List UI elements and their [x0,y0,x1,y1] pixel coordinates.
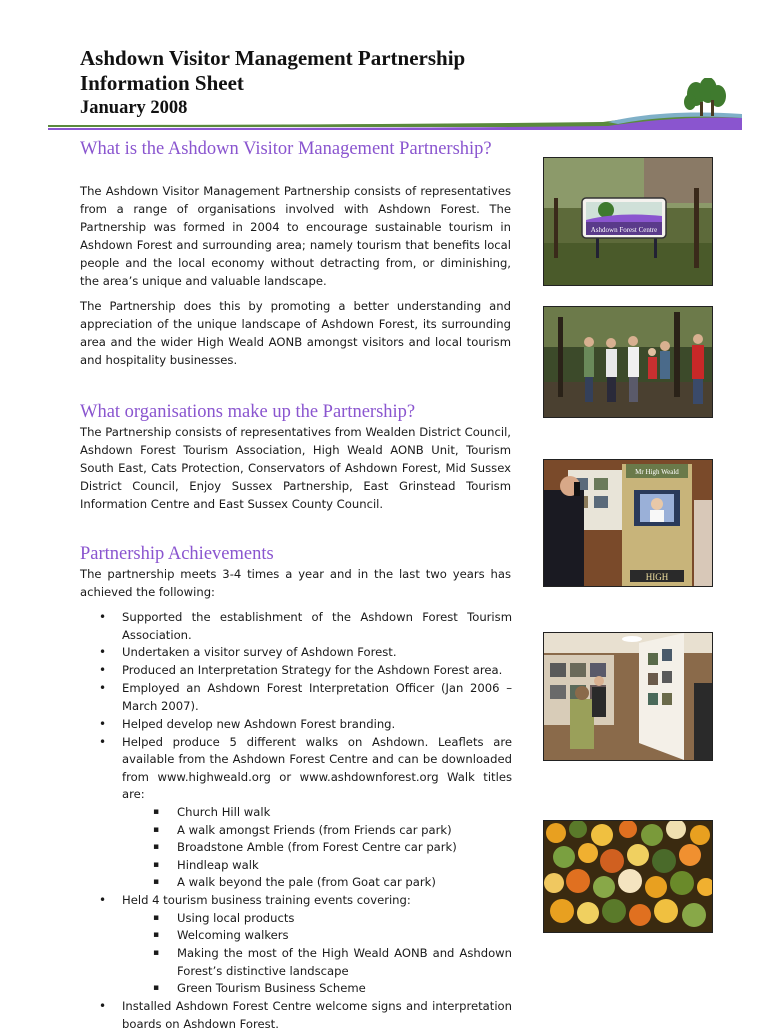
list-item: • Supported the establishment of the Ashdown Forest Tourism Association. [80,609,512,644]
tree-icon [684,78,726,116]
sub-list-item: ▪ Welcoming walkers [122,927,512,945]
list-item-training [80,892,512,998]
document-title-line2: Information Sheet [80,71,244,95]
section-achievements-intro: The partnership meets 3-4 times a year and in the last two years has achieved the following: [80,567,511,599]
header-banner-logo [48,78,742,134]
achievements-list [80,609,512,1033]
photo-gourds [543,820,713,933]
walks-sublist [122,804,512,892]
sub-list-item: ▪ Green Tourism Business Scheme [122,980,512,998]
section-what-is-paragraph-1: The Ashdown Visitor Management Partnership consists of representatives from a range of organisations involved with Ashdown Forest. The Partnership was formed in 2004 to encourage sustainable tourism in Ashdown Forest and surrounding area; namely tourism that benefits local people and the local economy without detracting from, or diminishing, the area’s unique and valuable landscape. [80,184,511,288]
sub-list-item: ▪ Using local products [122,910,512,928]
list-item: • Employed an Ashdown Forest Interpretation Officer (Jan 2006 – March 2007). [80,680,512,715]
training-intro-text: Held 4 tourism business training events covering: [122,893,411,908]
photo-interactive-kiosk [543,459,713,587]
sub-list-item: ▪ Hindleap walk [122,857,512,875]
sub-list-item: ▪ Church Hill walk [122,804,512,822]
sub-list-item: ▪ A walk beyond the pale (from Goat car park) [122,874,512,892]
list-item-walks [80,734,512,892]
list-item: • Undertaken a visitor survey of Ashdown Forest. [80,644,512,662]
document-date: January 2008 [80,98,188,118]
section-what-is-paragraph-2: The Partnership does this by promoting a better understanding and appreciation of the unique landscape of Ashdown Forest, its surrounding area and the wider High Weald AONB amongst visitors and local tourism and hospitality businesses. [80,299,511,367]
kiosk-footer-text: HIGH [645,572,669,582]
list-item: • Produced an Interpretation Strategy for the Ashdown Forest area. [80,662,512,680]
sub-list-item: ▪ Making the most of the High Weald AONB and Ashdown Forest’s distinctive landscape [122,945,512,980]
section-heading-organisations: What organisations make up the Partnership? [80,402,416,422]
sub-list-item: ▪ A walk amongst Friends (from Friends car park) [122,822,512,840]
list-item: • Installed Ashdown Forest Centre welcome signs and interpretation boards on Ashdown Forest. [80,998,512,1033]
walks-intro-text: Helped produce 5 different walks on Ashdown. Leaflets are available from the Ashdown Forest Centre and can be downloaded from www.highweald.org or www.ashdownforest.org Walk titles are: [122,734,512,802]
photo-exhibition-room [543,632,713,761]
section-organisations-paragraph: The Partnership consists of representatives from Wealden District Council, Ashdown Forest Tourism Association, High Weald AONB Unit, Tourism South East, Cats Protection, Conservators of Ashdown Forest, Mid Sussex District Council, Enjoy Sussex Partnership, East Grinstead Tourism Information Centre and East Sussex County Council. [80,425,511,511]
sub-list-item: ▪ Broadstone Amble (from Forest Centre car park) [122,839,512,857]
photo-group-outdoors [543,306,713,418]
kiosk-text: Mr High Weald [635,468,679,476]
document-title-line1: Ashdown Visitor Management Partnership [80,46,466,70]
section-heading-what-is: What is the Ashdown Visitor Management Partnership? [80,139,492,159]
sign-text: Ashdown Forest Centre [590,226,658,234]
section-heading-achievements: Partnership Achievements [80,544,274,564]
list-item: • Helped develop new Ashdown Forest branding. [80,716,512,734]
training-sublist [122,910,512,998]
photo-forest-centre-sign [543,157,713,286]
